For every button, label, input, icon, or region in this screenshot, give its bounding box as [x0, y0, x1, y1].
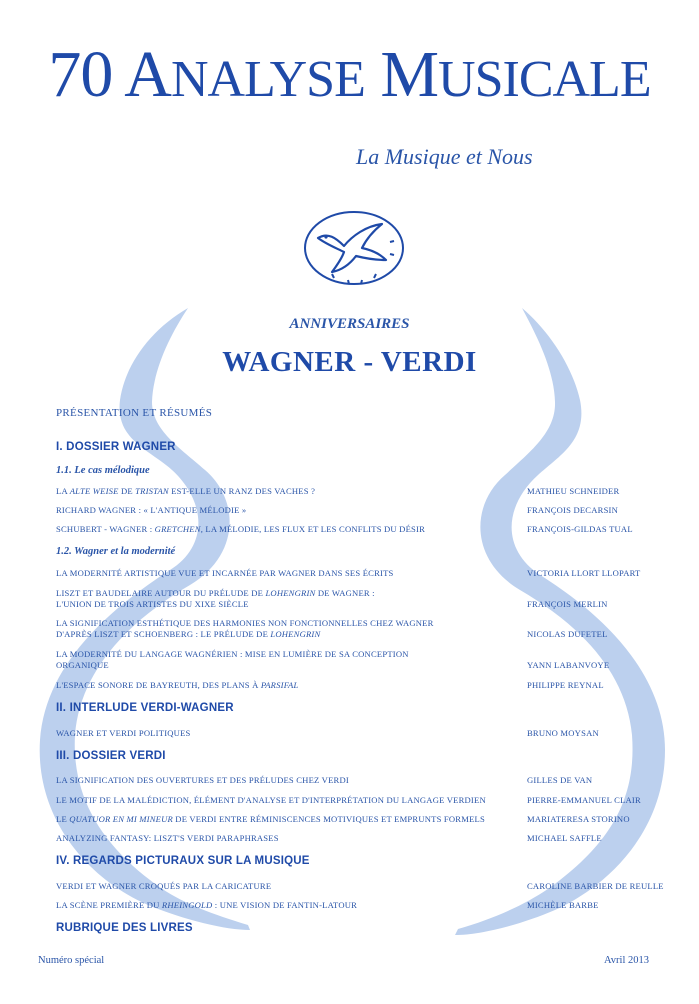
toc-entry-harmonies-non-fonctionnelles[interactable]: LA SIGNIFICATION ESTHÉTIQUE DES HARMONIES NON FONCTIONNELLES CHEZ WAGNER D'APRÈS LISZT ET SCHOENBERG : LE PRÉLUDE DE LOHENGRIN — [56, 618, 434, 639]
toc-entry-langage-wagnerien[interactable]: LA MODERNITÉ DU LANGAGE WAGNÉRIEN : MISE EN LUMIÈRE DE SA CONCEPTION ORGANIQUE — [56, 649, 409, 670]
toc-entry-ouvertures-preludes[interactable]: LA SIGNIFICATION DES OUVERTURES ET DES PRÉLUDES CHEZ VERDI — [56, 775, 349, 785]
toc-author: MATHIEU SCHNEIDER — [527, 486, 620, 496]
toc-entry-alte-weise[interactable]: LA ALTE WEISE DE TRISTAN EST-ELLE UN RANZ DES VACHES ? — [56, 486, 316, 496]
toc-author: FRANÇOIS-GILDAS TUAL — [527, 524, 633, 534]
section-heading-dossier-verdi: III. DOSSIER VERDI — [56, 750, 166, 762]
presentation-heading: PRÉSENTATION ET RÉSUMÉS — [56, 407, 213, 419]
toc-entry-schubert-wagner[interactable]: SCHUBERT - WAGNER : GRETCHEN, LA MÉLODIE, LES FLUX ET LES CONFLITS DU DÉSIR — [56, 524, 426, 534]
journal-title — [0, 40, 699, 115]
toc-author: FRANÇOIS MERLIN — [527, 599, 608, 609]
dove-logo-icon — [302, 208, 406, 288]
toc-author: BRUNO MOYSAN — [527, 728, 599, 738]
section-heading-rubrique-livres: RUBRIQUE DES LIVRES — [56, 922, 193, 934]
title-word-analyse: ANALYSE — [124, 38, 365, 111]
toc-entry-espace-sonore-bayreuth[interactable]: L'ESPACE SONORE DE BAYREUTH, DES PLANS À PARSIFAL — [56, 680, 299, 690]
toc-entry-liszt-baudelaire[interactable]: LISZT ET BAUDELAIRE AUTOUR DU PRÉLUDE DE LOHENGRIN DE WAGNER : L'UNION DE TROIS ARTISTES DU XIXE SIÈCLE — [56, 588, 375, 609]
toc-author: GILLES DE VAN — [527, 775, 593, 785]
section-heading-regards-picturaux: IV. REGARDS PICTURAUX SUR LA MUSIQUE — [56, 855, 310, 867]
toc-entry-antique-melodie[interactable]: RICHARD WAGNER : « L'ANTIQUE MÉLODIE » — [56, 505, 247, 515]
toc-author: PIERRE-EMMANUEL CLAIR — [527, 795, 641, 805]
toc-author: MARIATERESA STORINO — [527, 814, 630, 824]
toc-author: CAROLINE BARBIER DE REULLE — [527, 881, 664, 891]
toc-author: MICHAEL SAFFLE — [527, 833, 602, 843]
toc-author: NICOLAS DUFETEL — [527, 629, 608, 639]
journal-subtitle: La Musique et Nous — [356, 144, 533, 169]
section-heading-dossier-wagner: I. DOSSIER WAGNER — [56, 441, 176, 453]
issue-title: WAGNER - VERDI — [222, 346, 477, 378]
toc-author: YANN LABANVOYE — [527, 660, 610, 670]
subsection-cas-melodique: 1.1. Le cas mélodique — [56, 465, 150, 476]
title-word-musicale: MUSICALE — [380, 38, 651, 111]
toc-entry-caricature[interactable]: VERDI ET WAGNER CROQUÉS PAR LA CARICATURE — [56, 881, 272, 891]
issue-number: 70 — [48, 38, 113, 111]
toc-entry-analyzing-fantasy[interactable]: ANALYZING FANTASY: LISZT'S VERDI PARAPHRASES — [56, 833, 279, 843]
subsection-wagner-modernite: 1.2. Wagner et la modernité — [56, 546, 176, 557]
toc-entry-rheingold[interactable]: LA SCÈNE PREMIÈRE DU RHEINGOLD : UNE VISION DE FANTIN-LATOUR — [56, 900, 358, 910]
toc-author: VICTORIA LLORT LLOPART — [527, 568, 641, 578]
toc-entry-quatuor-mi-mineur[interactable]: LE QUATUOR EN MI MINEUR DE VERDI ENTRE RÉMINISCENCES MOTIVIQUES ET EMPRUNTS FORMELS — [56, 814, 485, 824]
section-heading-interlude: II. INTERLUDE VERDI-WAGNER — [56, 702, 234, 714]
footer-date: Avril 2013 — [604, 955, 650, 966]
kicker-anniversaires: ANNIVERSAIRES — [289, 316, 410, 332]
toc-entry-motif-malediction[interactable]: LE MOTIF DE LA MALÉDICTION, ÉLÉMENT D'ANALYSE ET D'INTERPRÉTATION DU LANGAGE VERDIEN — [56, 795, 486, 805]
toc-author: PHILIPPE REYNAL — [527, 680, 604, 690]
toc-author: FRANÇOIS DECARSIN — [527, 505, 619, 515]
toc-author: MICHÈLE BARBE — [527, 900, 599, 910]
toc-entry-wagner-verdi-politiques[interactable]: WAGNER ET VERDI POLITIQUES — [56, 728, 191, 738]
footer-special-issue: Numéro spécial — [38, 955, 105, 966]
toc-entry-modernite-artistique[interactable]: LA MODERNITÉ ARTISTIQUE VUE ET INCARNÉE PAR WAGNER DANS SES ÉCRITS — [56, 568, 394, 578]
